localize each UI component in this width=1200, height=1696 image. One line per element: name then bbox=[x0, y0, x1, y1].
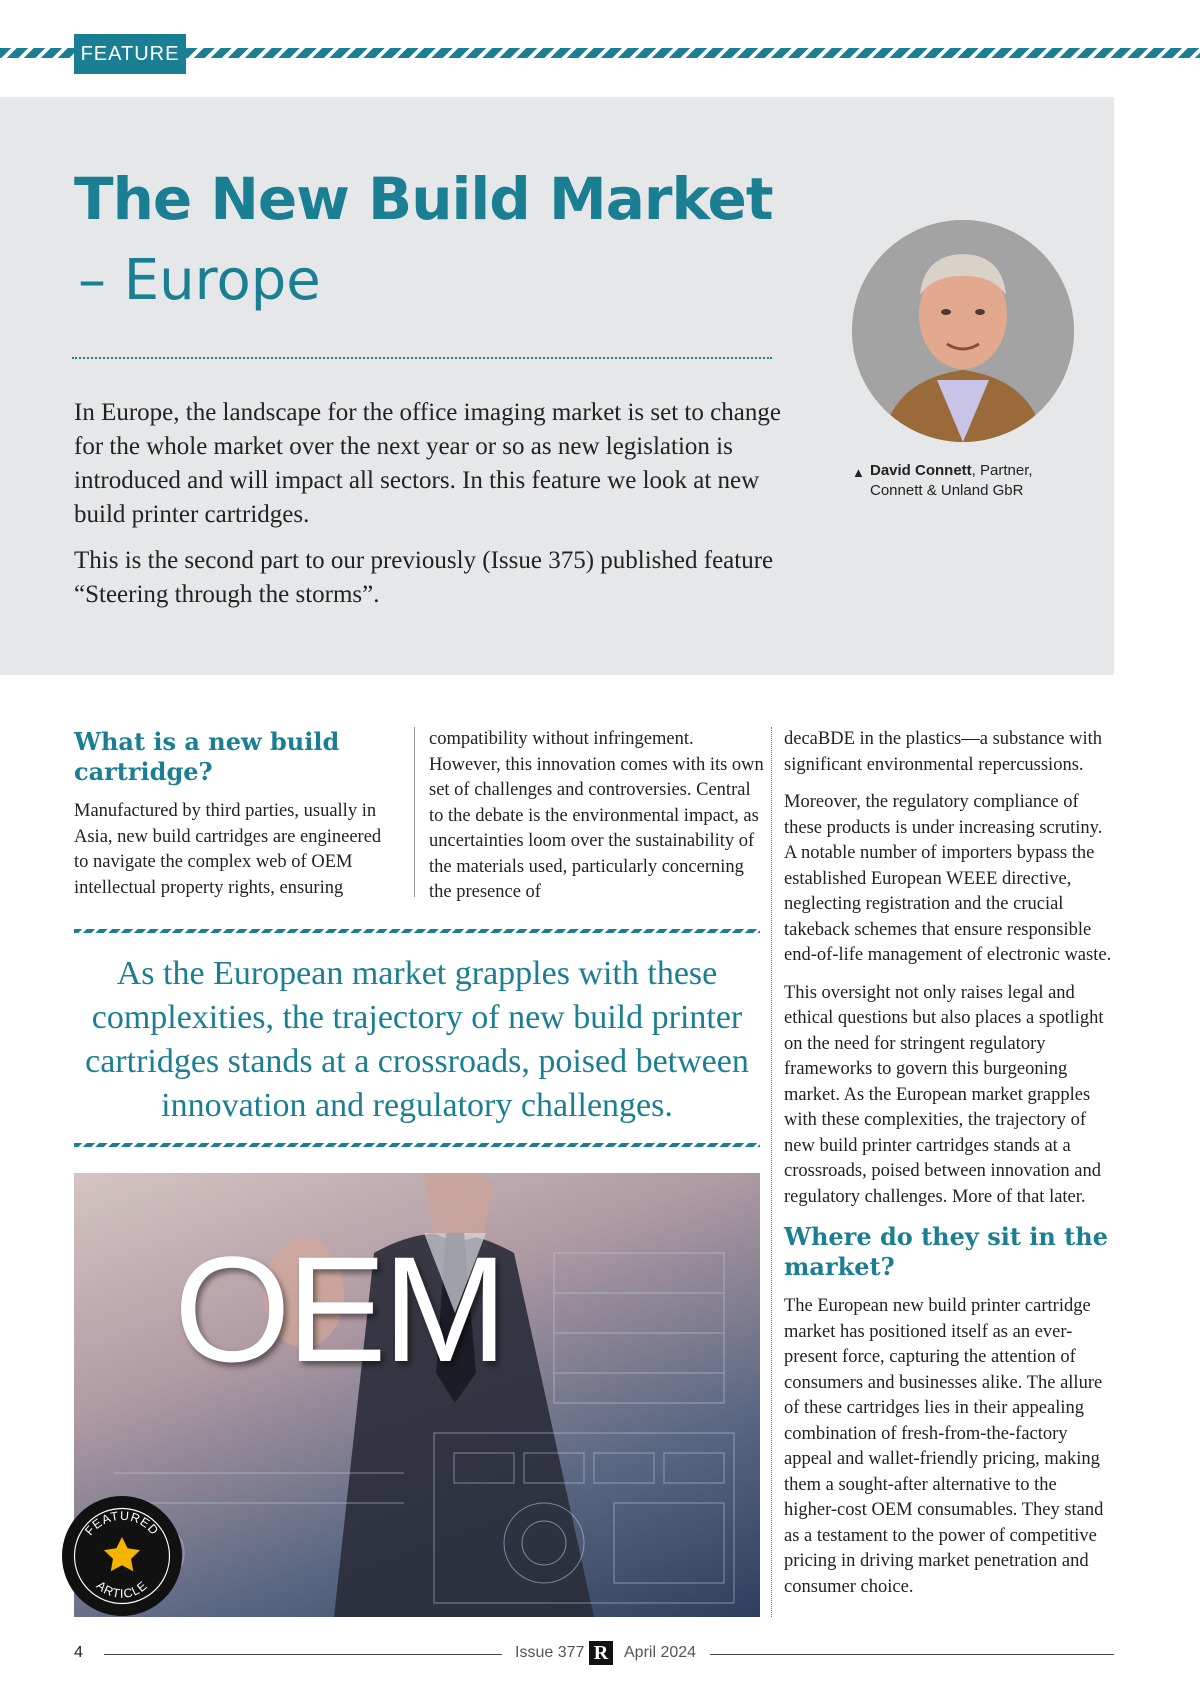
issue-number: Issue 377 bbox=[515, 1644, 585, 1661]
footer-rule-left bbox=[104, 1654, 502, 1655]
column-1 bbox=[74, 727, 400, 913]
title-divider bbox=[72, 357, 772, 359]
column-3-paragraph-4: The European new build printer cartridge market has positioned itself as an ever-present force, capturing the attention of consumers and businesses alike. The allure of these cartridges lies in their appealing combination of fresh-from-the-factory appeal and wallet-friendly pricing, making them a sought-after alternative to the higher-cost OEM consumables. They stand as a testament to the power of competitive pricing in driving market penetration and consumer choice. bbox=[784, 1296, 1104, 1597]
page-title: The New Build Market bbox=[74, 165, 773, 233]
author-company: Connett & Unland GbR bbox=[870, 482, 1024, 499]
column-2-paragraph: compatibility without infringement. However, this innovation comes with its own set of challenges and controversies. Central to the debate is the environmental impact, as uncertainties loom over the sustainability of the materials used, particularly concerning the presence of bbox=[429, 729, 764, 902]
intro-text bbox=[74, 396, 794, 612]
triangle-up-icon: ▲ bbox=[852, 465, 865, 480]
section-heading-1: What is a new build cartridge? bbox=[74, 727, 340, 786]
author-role: , Partner, bbox=[971, 462, 1033, 479]
pullquote-rule-top bbox=[74, 929, 760, 933]
pullquote-rule-bottom bbox=[74, 1143, 760, 1147]
author-caption bbox=[852, 461, 1033, 501]
section-tag: FEATURE bbox=[74, 34, 186, 74]
author-name: David Connett bbox=[870, 462, 972, 479]
intro-paragraph-1: In Europe, the landscape for the office imaging market is set to change for the whole market over the next year or so as new legislation is introduced and will impact all sectors. In this feature we look at new build printer cartridges. bbox=[74, 399, 781, 528]
badge-top-text: FEATURED bbox=[82, 1508, 162, 1539]
portrait-illustration bbox=[852, 220, 1074, 442]
column-3-paragraph-3: This oversight not only raises legal and ethical questions but also places a spotlight on the need for stringent regulatory frameworks to govern this burgeoning market. As the European market grapples with these complexities, the trajectory of new build printer cartridges stands at a crossroads, poised between innovation and regulatory challenges. More of that later. bbox=[784, 982, 1104, 1207]
issue-date: April 2024 bbox=[624, 1644, 697, 1661]
page-number: 4 bbox=[74, 1644, 83, 1661]
column-divider-2 bbox=[771, 727, 772, 1617]
badge-bottom-text: ARTICLE bbox=[93, 1578, 151, 1601]
column-2 bbox=[429, 727, 769, 918]
section-heading-2: Where do they sit in the market? bbox=[784, 1222, 1108, 1281]
star-badge-icon bbox=[65, 1499, 179, 1613]
column-3 bbox=[784, 727, 1114, 1612]
column-divider-1 bbox=[414, 727, 415, 897]
image-overlay-text: OEM bbox=[174, 1225, 504, 1393]
pullquote: As the European market grapples with these complexities, the trajectory of new build printer cartridges stands at a crossroads, poised between innovation and regulatory challenges. bbox=[85, 955, 749, 1124]
intro-paragraph-2: This is the second part to our previously (Issue 375) published feature “Steering through the storms”. bbox=[74, 547, 774, 608]
column-3-paragraph-1: decaBDE in the plastics—a substance with significant environmental repercussions. bbox=[784, 729, 1103, 775]
column-3-paragraph-2: Moreover, the regulatory compliance of these products is under increasing scrutiny. A notable number of importers bypass the established European WEEE directive, neglecting registration and the crucial takeback schemes that ensure responsible end-of-life management of electronic waste. bbox=[784, 792, 1112, 965]
featured-article-badge bbox=[62, 1496, 182, 1616]
author-photo bbox=[852, 220, 1074, 442]
page-subtitle: – Europe bbox=[78, 248, 321, 313]
publication-logo: R bbox=[589, 1641, 613, 1665]
footer-rule-right bbox=[710, 1654, 1114, 1655]
column-1-paragraph: Manufactured by third parties, usually in Asia, new build cartridges are engineered to navigate the complex web of OEM intellectual property rights, ensuring bbox=[74, 801, 382, 898]
